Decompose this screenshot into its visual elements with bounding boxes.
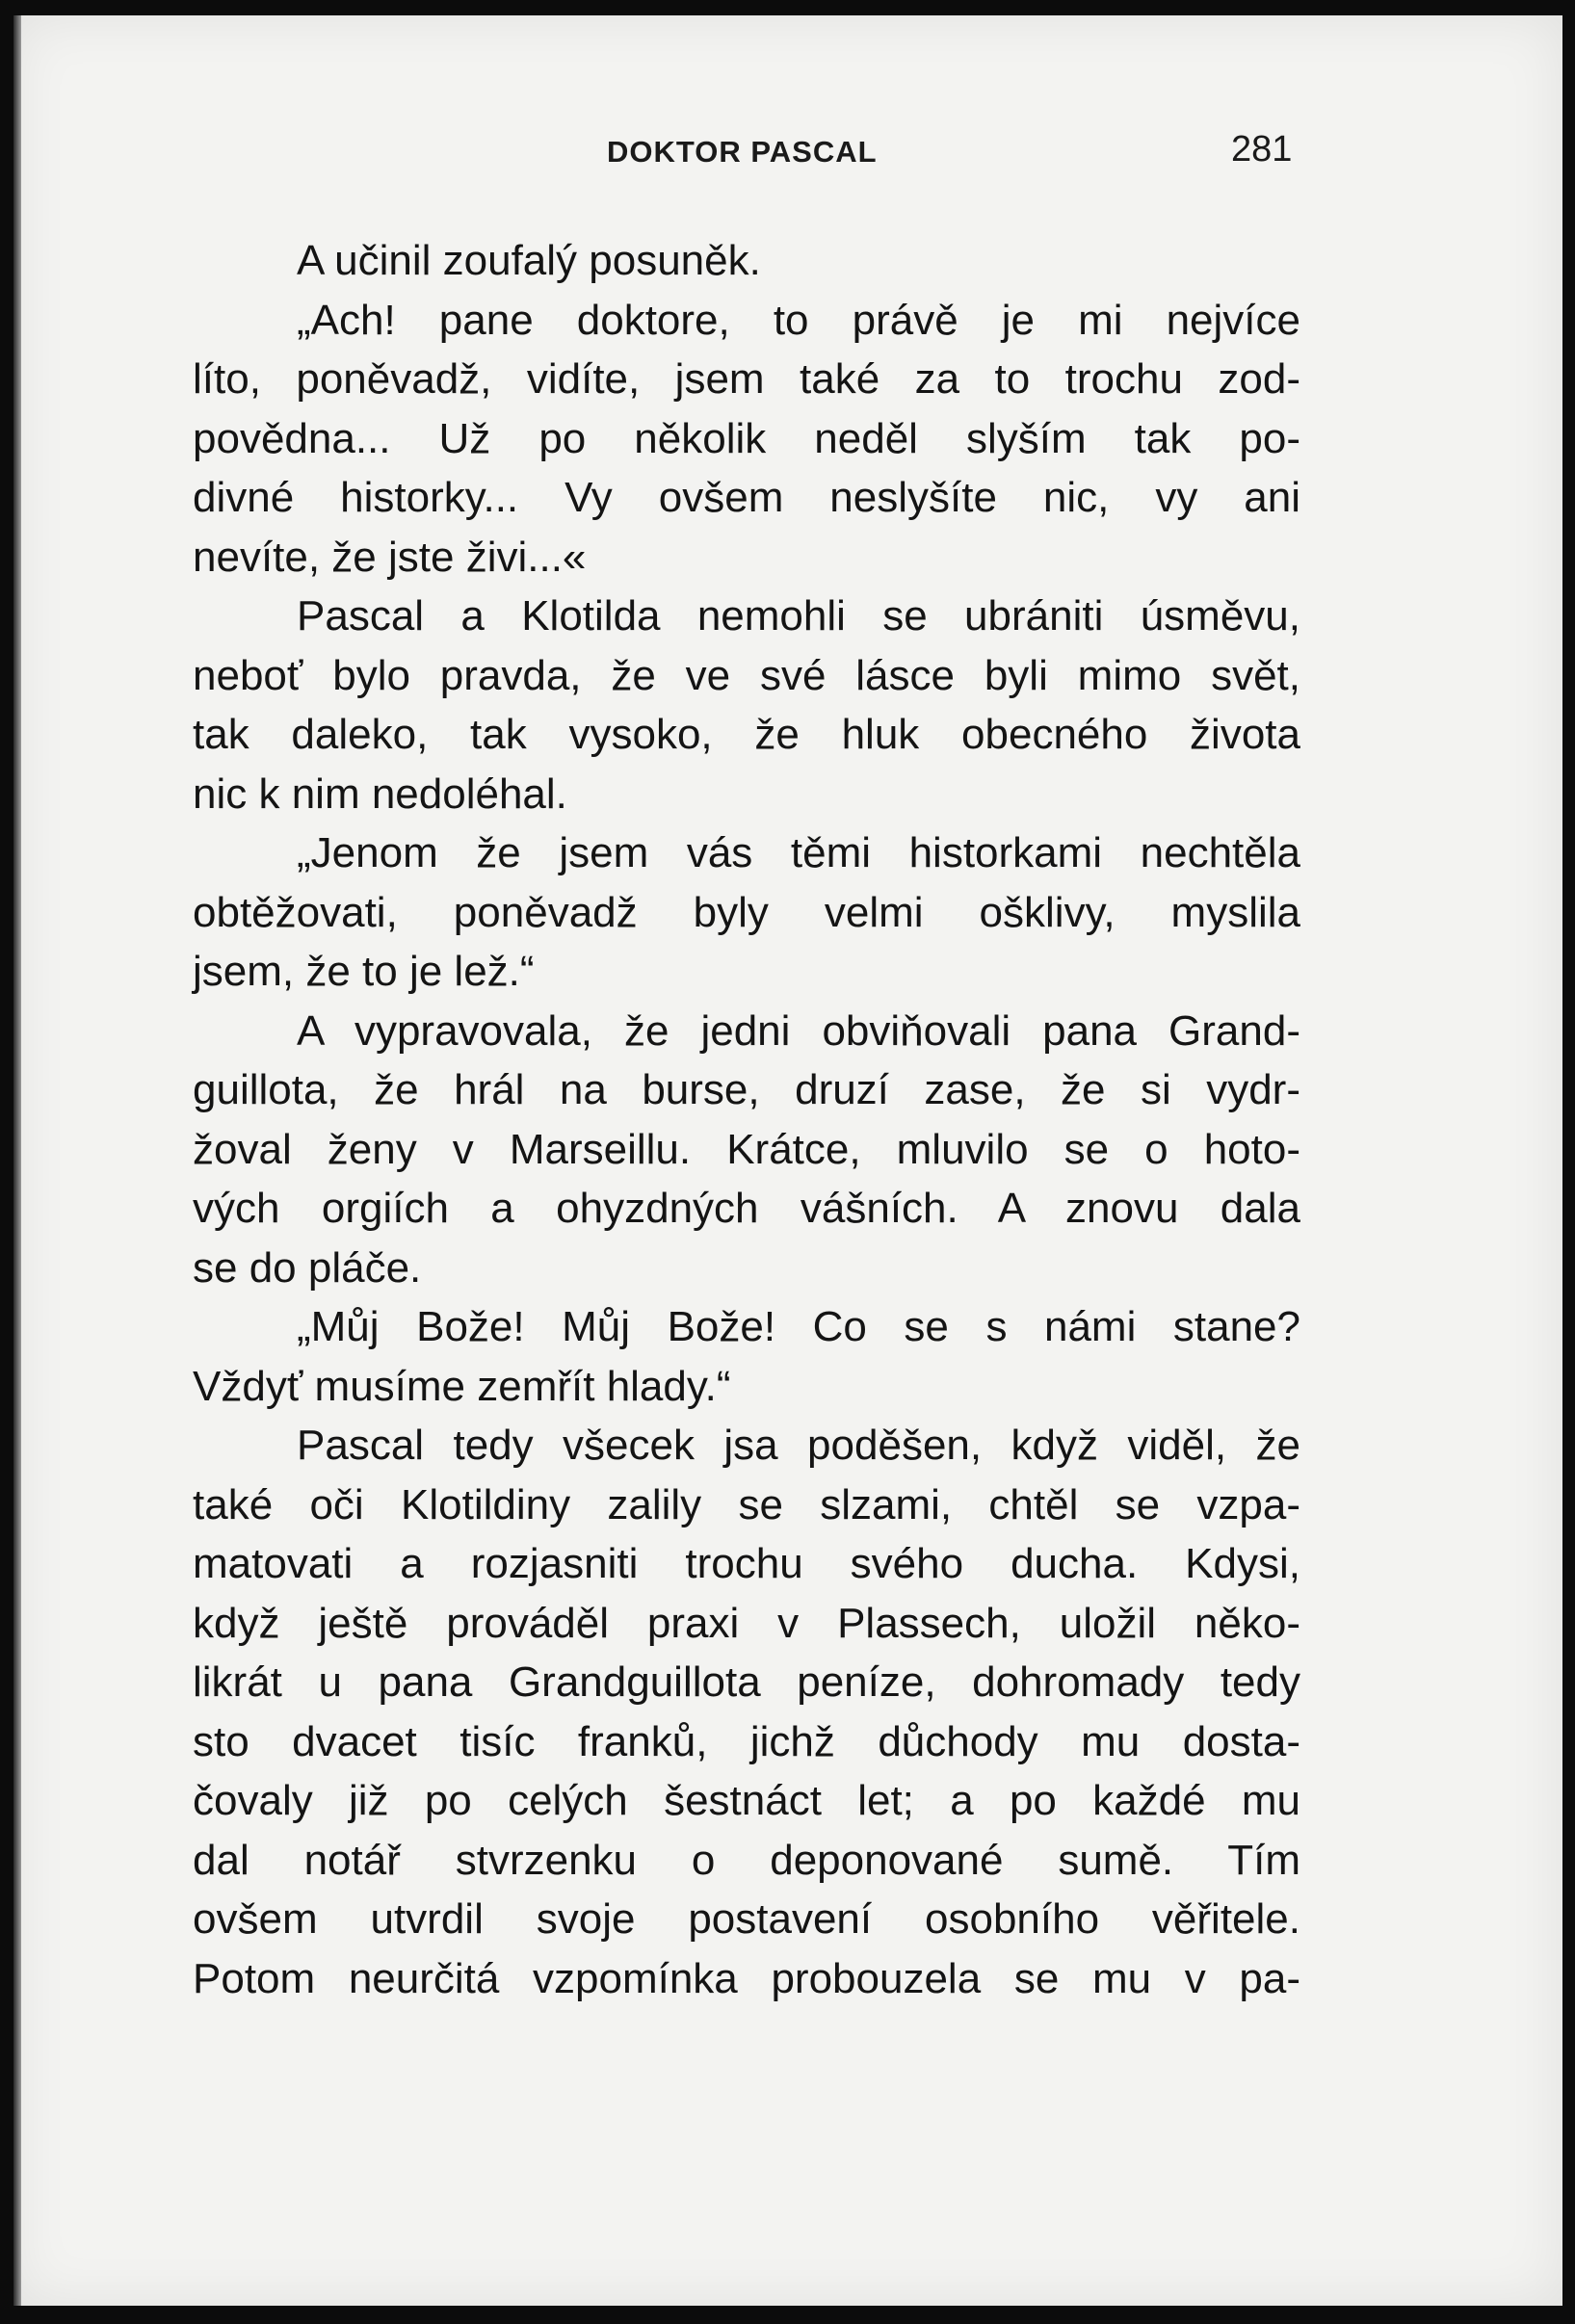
text-line: se do pláče. (193, 1243, 422, 1292)
text-line: dal notář stvrzenku o deponované sumě. Tím (193, 1836, 1300, 1884)
text-line: „Ach! pane doktore, to právě je mi nejvíce (297, 296, 1300, 344)
text-line: líto, poněvadž, vidíte, jsem také za to trochu zod- (193, 355, 1300, 403)
text-line: nic k nim nedoléhal. (193, 770, 567, 818)
text-line: likrát u pana Grandguillota peníze, dohromady tedy (193, 1658, 1300, 1706)
text-line: guillota, že hrál na burse, druzí zase, že si vydr- (193, 1066, 1300, 1113)
text-line: neboť bylo pravda, že ve své lásce byli mimo svět, (193, 651, 1300, 699)
page-number: 281 (1231, 129, 1293, 170)
text-line: tak daleko, tak vysoko, že hluk obecného života (193, 711, 1300, 758)
text-line: žoval ženy v Marseillu. Krátce, mluvilo se o hoto- (193, 1125, 1300, 1173)
text-line: jsem, že to je lež.“ (193, 948, 535, 995)
text-line: Pascal a Klotilda nemohli se ubrániti úsměvu, (297, 592, 1300, 640)
text-line: „Jenom že jsem vás těmi historkami nechtěla (297, 829, 1300, 876)
text-line: když ještě prováděl praxi v Plassech, uložil něko- (193, 1599, 1300, 1647)
body-text (193, 231, 1300, 2008)
text-line: vých orgiích a ohyzdných vášních. A znovu dala (193, 1185, 1300, 1232)
text-line: A učinil zoufalý posuněk. (297, 237, 761, 284)
text-line: ovšem utvrdil svoje postavení osobního věřitele. (193, 1895, 1300, 1943)
text-line: také oči Klotildiny zalily se slzami, chtěl se vzpa- (193, 1480, 1300, 1528)
text-line: matovati a rozjasniti trochu svého ducha. Kdysi, (193, 1540, 1300, 1587)
text-line: A vypravovala, že jedni obviňovali pana Grand- (297, 1006, 1300, 1055)
text-line: Vždyť musíme zemřít hlady.“ (193, 1362, 731, 1410)
text-line: divné historky... Vy ovšem neslyšíte nic, vy ani (193, 474, 1300, 521)
running-head: DOKTOR PASCAL (607, 135, 878, 169)
text-line: sto dvacet tisíc franků, jichž důchody mu dosta- (193, 1717, 1300, 1765)
page-spine-edge (13, 15, 21, 2306)
text-line: „Můj Bože! Můj Bože! Co se s námi stane? (297, 1303, 1300, 1350)
text-line: nevíte, že jste živi...« (193, 533, 587, 581)
text-line: čovaly již po celých šestnáct let; a po každé mu (193, 1777, 1300, 1824)
text-line: Potom neurčitá vzpomínka probouzela se mu v pa- (193, 1954, 1300, 2002)
text-line: Pascal tedy všecek jsa poděšen, když viděl, že (297, 1422, 1300, 1469)
text-line: obtěžovati, poněvadž byly velmi ošklivy, myslila (193, 888, 1300, 936)
text-line: povědna... Už po několik neděl slyším tak po- (193, 414, 1300, 462)
